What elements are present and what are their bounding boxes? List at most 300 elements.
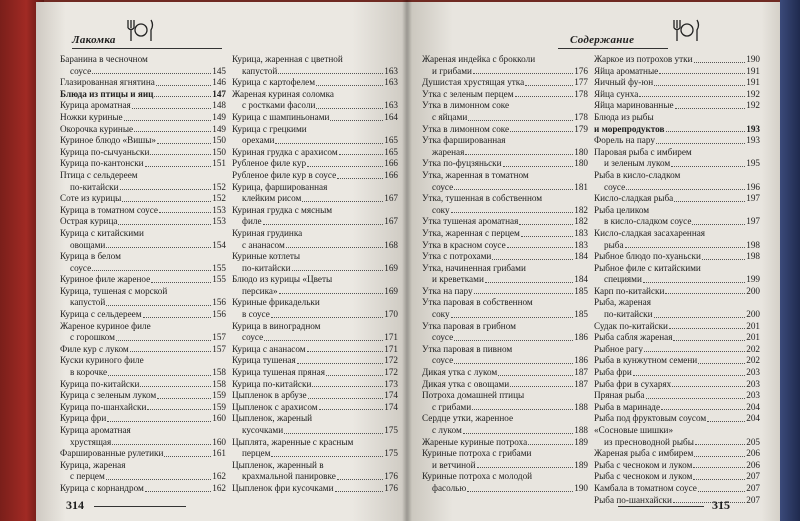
toc-leader-dots	[108, 375, 211, 376]
toc-leader-dots	[675, 108, 746, 109]
toc-entry-title: по-китайски	[70, 181, 119, 192]
toc-entry-title: Соте из курицы	[60, 193, 122, 204]
toc-entry-title: Яйца ароматные	[594, 65, 659, 76]
toc-page-number: 207	[746, 482, 760, 493]
toc-leader-dots	[477, 467, 574, 468]
toc-entry	[60, 390, 226, 402]
toc-page-number: 180	[574, 146, 588, 157]
toc-page-number: 155	[212, 274, 226, 285]
toc-entry	[594, 379, 760, 391]
toc-entry	[422, 379, 588, 391]
toc-entry	[60, 135, 226, 147]
toc-entry-title: Дикая утка с луком	[422, 367, 498, 378]
toc-page-number: 189	[574, 436, 588, 447]
toc-entry	[60, 228, 226, 240]
toc-entry	[594, 297, 760, 309]
toc-page-number: 200	[746, 309, 760, 320]
toc-leader-dots	[116, 340, 211, 341]
toc-entry-title: Утка паровая в грибном	[422, 320, 516, 331]
toc-entry	[60, 77, 226, 89]
toc-entry	[60, 54, 226, 66]
toc-leader-dots	[692, 224, 745, 225]
toc-entry	[422, 437, 588, 449]
toc-entry	[60, 124, 226, 136]
toc-entry-title: Утка на пару	[422, 285, 473, 296]
toc-entry	[232, 251, 398, 263]
toc-entry-title: Рыба в кисло-сладком	[594, 169, 681, 180]
toc-entry-title: Душистая хрустящая утка	[422, 77, 525, 88]
toc-entry-title: овощами	[70, 239, 106, 250]
toc-page-number: 201	[746, 320, 760, 331]
toc-entry-title: Курица с картофелем	[232, 77, 316, 88]
toc-leader-dots	[122, 201, 211, 202]
toc-entry-title: Утка паровая в пивном	[422, 343, 513, 354]
toc-page-number: 155	[212, 262, 226, 273]
toc-leader-dots	[130, 351, 211, 352]
toc-entry-title: капустой	[242, 65, 278, 76]
toc-leader-dots	[492, 259, 573, 260]
running-head: Содержание	[570, 34, 635, 46]
toc-leader-dots	[698, 491, 745, 492]
toc-leader-dots	[643, 282, 745, 283]
toc-entry-title: Рыба под фруктовым соусом	[594, 413, 707, 424]
toc-entry	[60, 170, 226, 182]
toc-leader-dots	[525, 85, 573, 86]
toc-entry	[422, 77, 588, 89]
toc-leader-dots	[308, 398, 384, 399]
toc-entry	[422, 448, 588, 460]
toc-page-number: 182	[574, 204, 588, 215]
toc-entry-title: Курица по-шанхайски	[60, 401, 147, 412]
toc-page-number: 187	[574, 367, 588, 378]
toc-leader-dots	[694, 456, 745, 457]
toc-entry	[60, 112, 226, 124]
toc-entry	[232, 460, 398, 472]
toc-page-number: 202	[746, 343, 760, 354]
toc-entry-title: Кисло-сладкая рыба	[594, 193, 674, 204]
toc-entry-title: Филе кур с луком	[60, 343, 129, 354]
toc-entry-title: соусе	[604, 181, 626, 192]
toc-entry-title: рыба	[604, 239, 624, 250]
toc-entry	[422, 402, 588, 414]
toc-page-number: 163	[384, 65, 398, 76]
toc-entry-title: Паровая рыба с имбирем	[594, 146, 692, 157]
toc-page-number: 165	[384, 135, 398, 146]
toc-entry	[232, 274, 398, 286]
toc-entry	[594, 54, 760, 66]
toc-leader-dots	[275, 143, 383, 144]
toc-entry	[594, 413, 760, 425]
toc-entry-title: Баранина в чесночном	[60, 54, 148, 64]
toc-page-number: 193	[746, 123, 760, 134]
toc-entry	[60, 251, 226, 263]
toc-leader-dots	[278, 73, 383, 74]
toc-entry-title: и ветчиной	[432, 459, 476, 470]
toc-entry-title: соусе	[432, 181, 454, 192]
toc-entry	[60, 216, 226, 228]
toc-entry	[594, 251, 760, 263]
toc-entry-title: соусе	[432, 332, 454, 343]
toc-entry	[594, 66, 760, 78]
toc-page-number: 151	[212, 158, 226, 169]
toc-page-number: 159	[212, 401, 226, 412]
toc-leader-dots	[132, 108, 211, 109]
toc-leader-dots	[625, 247, 746, 248]
toc-page-number: 147	[212, 88, 226, 99]
toc-entry-title: с ростками фасоли	[242, 100, 316, 111]
toc-column	[232, 54, 398, 495]
toc-leader-dots	[271, 456, 383, 457]
toc-entry-title: из пресноводной рыбы	[604, 436, 694, 447]
toc-leader-dots	[319, 409, 384, 410]
toc-page-number: 204	[746, 401, 760, 412]
toc-entry	[60, 367, 226, 379]
toc-entry-title: Курица с сельдереем	[60, 309, 142, 320]
toc-entry-title: филе	[242, 216, 262, 227]
toc-entry-title: Утка, жаренная в томатном	[422, 169, 529, 180]
toc-section-heading	[594, 124, 760, 136]
toc-entry	[594, 321, 760, 333]
toc-leader-dots	[92, 270, 211, 271]
toc-page-number: 206	[746, 459, 760, 470]
toc-entry	[594, 344, 760, 356]
toc-entry-title: Курица с шампиньонами	[232, 111, 330, 122]
toc-leader-dots	[695, 444, 745, 445]
toc-entry	[232, 193, 398, 205]
toc-entry	[60, 437, 226, 449]
toc-leader-dots	[157, 398, 211, 399]
toc-entry	[232, 471, 398, 483]
toc-entry	[232, 332, 398, 344]
toc-leader-dots	[698, 363, 745, 364]
toc-entry	[232, 54, 398, 66]
toc-entry-title: Рыба, жареная	[594, 297, 651, 308]
toc-entry	[232, 402, 398, 414]
toc-entry	[422, 135, 588, 147]
toc-entry-title: с перцем	[70, 471, 105, 482]
toc-entry-title: Рыбное рагу	[594, 343, 643, 354]
toc-entry	[232, 263, 398, 275]
toc-leader-dots	[454, 189, 573, 190]
toc-entry	[594, 402, 760, 414]
toc-entry	[232, 390, 398, 402]
toc-entry-title: Курица в томатном соусе	[60, 204, 159, 215]
toc-entry	[422, 158, 588, 170]
toc-leader-dots	[124, 120, 212, 121]
toc-leader-dots	[134, 131, 211, 132]
toc-entry	[422, 124, 588, 136]
toc-leader-dots	[316, 108, 383, 109]
toc-page-number: 175	[384, 448, 398, 459]
toc-page-number: 167	[384, 216, 398, 227]
toc-leader-dots	[626, 189, 745, 190]
toc-leader-dots	[633, 375, 745, 376]
toc-leader-dots	[337, 479, 383, 480]
toc-page-number: 185	[574, 285, 588, 296]
toc-leader-dots	[702, 259, 745, 260]
toc-entry-title: Рыба в кунжутном семени	[594, 355, 698, 366]
toc-entry	[422, 182, 588, 194]
toc-leader-dots	[519, 224, 573, 225]
toc-entry	[594, 471, 760, 483]
toc-entry-title: Утка с потрохами	[422, 251, 492, 262]
toc-entry	[594, 286, 760, 298]
toc-entry	[594, 390, 760, 402]
toc-entry	[422, 332, 588, 344]
toc-entry	[60, 193, 226, 205]
toc-entry-title: Куриные потроха с молодой	[422, 471, 533, 482]
toc-entry	[594, 274, 760, 286]
toc-page-number: 176	[384, 482, 398, 493]
toc-entry-title: Курица, тушеная с морской	[60, 285, 168, 296]
toc-leader-dots	[279, 293, 384, 294]
toc-entry	[60, 274, 226, 286]
toc-page-number: 202	[746, 355, 760, 366]
toc-page-number: 183	[574, 239, 588, 250]
toc-page-number: 162	[212, 482, 226, 493]
toc-entry-title: Курица по-китайски	[232, 378, 312, 389]
toc-entry	[60, 483, 226, 495]
toc-entry	[60, 309, 226, 321]
toc-leader-dots	[474, 293, 574, 294]
toc-entry-title: специями	[604, 274, 642, 285]
toc-entry-title: Курица по-сычуаньски	[60, 146, 150, 157]
toc-page-number: 149	[212, 123, 226, 134]
toc-entry	[422, 228, 588, 240]
toc-entry	[232, 425, 398, 437]
toc-entry-title: капустой	[70, 297, 106, 308]
toc-entry-title: Курица в белом	[60, 251, 121, 262]
toc-entry	[594, 263, 760, 275]
toc-entry-title: Курица, жаренная с цветной	[232, 54, 343, 64]
toc-entry	[232, 344, 398, 356]
toc-entry	[422, 274, 588, 286]
toc-leader-dots	[673, 340, 745, 341]
toc-entry	[60, 413, 226, 425]
toc-entry	[60, 425, 226, 437]
toc-leader-dots	[454, 363, 573, 364]
toc-entry-title: Куриные потроха с грибами	[422, 448, 532, 459]
toc-entry-title: Рыба фри в сухарях	[594, 378, 672, 389]
toc-page-number: 188	[574, 425, 588, 435]
toc-entry	[422, 89, 588, 101]
toc-entry-title: Курица с китайскими	[60, 227, 144, 238]
toc-leader-dots	[106, 305, 211, 306]
toc-entry-title: Рыба фри	[594, 367, 632, 378]
toc-entry-title: в корочке	[70, 367, 108, 378]
toc-entry-title: перцем	[242, 448, 271, 459]
toc-entry	[594, 425, 760, 437]
toc-leader-dots	[297, 363, 384, 364]
toc-entry	[594, 89, 760, 101]
toc-page-number: 145	[212, 65, 226, 76]
toc-entry-title: по-китайски	[242, 262, 291, 273]
toc-entry	[232, 112, 398, 124]
toc-entry-title: Блюда из рыбы	[594, 111, 654, 122]
toc-leader-dots	[465, 154, 573, 155]
toc-entry	[422, 286, 588, 298]
toc-page-number: 182	[574, 216, 588, 227]
toc-leader-dots	[669, 328, 745, 329]
toc-leader-dots	[693, 479, 745, 480]
toc-entry-title: Курица с грецкими	[232, 123, 307, 134]
toc-entry-title: хрустящая	[70, 436, 112, 447]
toc-entry-title: Утка с зеленым перцем	[422, 88, 514, 99]
toc-entry-title: Курица тушеная	[232, 355, 296, 366]
toc-entry-title: Утка, тушенная в собственном	[422, 193, 543, 204]
toc-entry-title: Цыпленок в арбузе	[232, 390, 307, 401]
toc-entry-title: соусе	[70, 65, 92, 76]
toc-entry-title: Рыба с чесноком и луком	[594, 459, 693, 470]
toc-entry-title: по-китайски	[604, 309, 653, 320]
toc-entry-title: Цыпленок фри кусочками	[232, 482, 334, 493]
toc-page-number: 178	[574, 88, 588, 99]
toc-page-number: 163	[384, 100, 398, 111]
footer-rule	[618, 506, 704, 507]
toc-leader-dots	[92, 73, 211, 74]
toc-entry	[594, 460, 760, 472]
toc-page-number: 156	[212, 309, 226, 320]
toc-entry-title: Яйца маринованные	[594, 100, 674, 111]
toc-entry-title: Глазированная ягнятина	[60, 77, 155, 88]
toc-entry-title: Жареная куриная соломка	[232, 88, 334, 99]
toc-page-number: 189	[574, 459, 588, 470]
toc-leader-dots	[302, 201, 383, 202]
toc-entry-title: Птица с сельдереем	[60, 169, 138, 180]
toc-entry	[60, 205, 226, 217]
toc-entry	[60, 355, 226, 367]
toc-leader-dots	[140, 386, 211, 387]
toc-section-heading	[60, 89, 226, 101]
toc-page-number: 195	[746, 158, 760, 169]
toc-entry	[594, 135, 760, 147]
toc-page-number: 164	[384, 111, 398, 122]
toc-leader-dots	[118, 224, 211, 225]
toc-entry	[232, 228, 398, 240]
toc-entry-title: соусе	[70, 262, 92, 273]
toc-entry-title: с горошком	[70, 332, 115, 343]
toc-entry	[422, 297, 588, 309]
toc-entry-title: соусе	[242, 332, 264, 343]
toc-entry-title: Цыплята, жаренные с красным	[232, 436, 354, 447]
toc-leader-dots	[451, 317, 574, 318]
toc-entry	[232, 182, 398, 194]
toc-leader-dots	[654, 317, 746, 318]
toc-page-number: 197	[746, 216, 760, 227]
toc-entry-title: с ананасом	[242, 239, 285, 250]
toc-entry	[232, 437, 398, 449]
toc-entry-title: Дикая утка с овощами	[422, 378, 510, 389]
book-cover-right	[780, 0, 800, 521]
toc-page-number: 197	[746, 193, 760, 204]
toc-entry-title: и креветками	[432, 274, 484, 285]
toc-leader-dots	[503, 166, 574, 167]
toc-entry	[422, 193, 588, 205]
toc-page-number: 174	[384, 390, 398, 401]
toc-page-number: 192	[746, 88, 760, 99]
toc-entry-title: Рыбное филе с китайскими	[594, 262, 701, 273]
toc-page-number: 199	[746, 274, 760, 285]
toc-entry-title: Утка в лимонном соке	[422, 100, 510, 111]
toc-entry-title: Утка по-фуцзяньски	[422, 158, 502, 169]
toc-page-number: 167	[384, 193, 398, 204]
toc-entry-title: Курица, фаршированная	[232, 181, 328, 192]
toc-page-number: 188	[574, 401, 588, 412]
toc-entry	[232, 240, 398, 252]
toc-leader-dots	[510, 131, 573, 132]
toc-page-number: 162	[212, 471, 226, 482]
toc-entry-title: с яйцами	[432, 111, 468, 122]
toc-entry	[232, 355, 398, 367]
toc-entry-title: Жареное куриное филе	[60, 320, 151, 331]
toc-entry	[594, 437, 760, 449]
toc-entry	[422, 367, 588, 379]
toc-page-number: 175	[384, 425, 398, 435]
toc-entry	[232, 448, 398, 460]
toc-leader-dots	[694, 62, 746, 63]
page-number: 315	[712, 498, 730, 512]
toc-leader-dots	[157, 143, 211, 144]
toc-page-number: 163	[384, 77, 398, 88]
toc-page-number: 158	[212, 367, 226, 378]
toc-entry-title: Утка в красном соусе	[422, 239, 506, 250]
toc-entry-title: Жареная рыба с имбирем	[594, 448, 694, 459]
toc-page-number: 193	[746, 135, 760, 146]
toc-leader-dots	[654, 85, 745, 86]
toc-leader-dots	[107, 421, 211, 422]
toc-leader-dots	[106, 479, 211, 480]
toc-page-number: 173	[384, 378, 398, 389]
toc-page-number: 207	[746, 471, 760, 482]
toc-entry	[594, 182, 760, 194]
toc-entry-title: Потроха домашней птицы	[422, 390, 525, 401]
toc-entry	[60, 66, 226, 78]
toc-page-number: 160	[212, 436, 226, 447]
toc-entry-title: Курица с ананасом	[232, 343, 306, 354]
toc-entry-title: клейким рисом	[242, 193, 302, 204]
page-number: 314	[66, 498, 84, 512]
toc-entry	[594, 205, 760, 217]
running-head: Лакомка	[72, 34, 116, 46]
toc-entry	[422, 355, 588, 367]
toc-entry	[594, 367, 760, 379]
toc-entry	[232, 205, 398, 217]
book-gutter	[402, 0, 412, 521]
toc-entry	[594, 309, 760, 321]
toc-entry	[422, 251, 588, 263]
toc-entry	[232, 309, 398, 321]
toc-entry-title: Курица с корнандром	[60, 482, 144, 493]
toc-entry-title: Блюда из птицы и яиц	[60, 88, 154, 99]
toc-entry	[232, 66, 398, 78]
toc-entry	[422, 54, 588, 66]
toc-entry-title: соку	[432, 204, 450, 215]
toc-entry	[422, 413, 588, 425]
toc-page-number: 152	[212, 181, 226, 192]
toc-page-number: 177	[574, 77, 588, 88]
right-page	[408, 2, 780, 521]
toc-page-number: 190	[746, 54, 760, 64]
toc-leader-dots	[498, 375, 573, 376]
toc-entry-title: Цыпленок, жареный	[232, 413, 313, 424]
toc-entry	[594, 240, 760, 252]
toc-entry-title: Кисло-сладкая засахаренная	[594, 227, 706, 238]
toc-entry	[232, 286, 398, 298]
toc-page-number: 176	[574, 65, 588, 76]
toc-leader-dots	[147, 409, 211, 410]
toc-entry	[594, 158, 760, 170]
toc-entry	[422, 216, 588, 228]
